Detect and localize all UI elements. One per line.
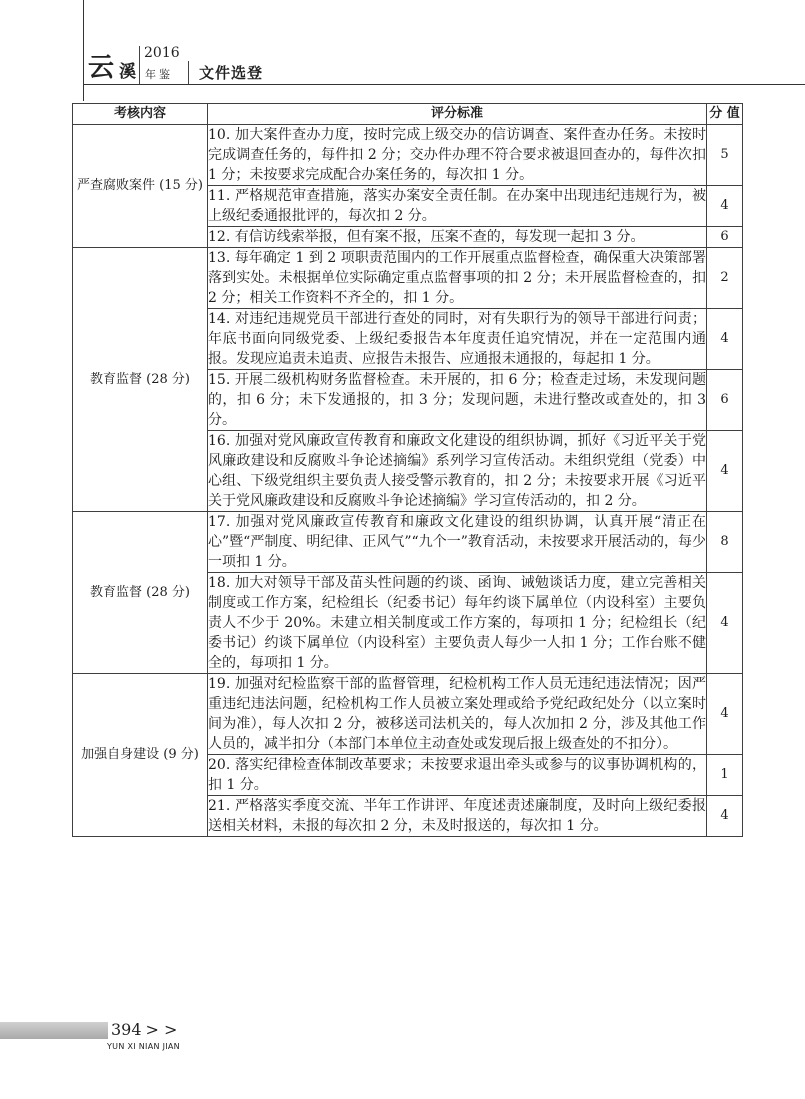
- header-divider: [188, 61, 189, 84]
- category-cell: 严查腐败案件 (15 分): [73, 125, 208, 248]
- score-value: 4: [707, 431, 743, 512]
- assessment-table: [72, 103, 743, 837]
- table-header-row: [73, 104, 743, 125]
- score-value: 6: [707, 370, 743, 431]
- score-value: 4: [707, 674, 743, 755]
- yearbook-label: 年鉴: [145, 68, 173, 81]
- criterion-text: 11. 严格规范审查措施，落实办案安全责任制。在办案中出现违纪违规行为，被上级纪委通报批评的，每次扣 2 分。: [208, 186, 707, 227]
- page-number: [111, 1020, 177, 1040]
- score-value: 5: [707, 125, 743, 186]
- table-row: [73, 125, 743, 186]
- criterion-text: 14. 对违纪违规党员干部进行查处的同时，对有失职行为的领导干部进行问责；年底书面向同级党委、上级纪委报告本年度责任追究情况，并在一定范围内通报。发现应追责未追责、应报告未报告、应通报未通报的，每起扣 1 分。: [208, 309, 707, 370]
- header-divider: [139, 46, 140, 84]
- score-value: 4: [707, 186, 743, 227]
- yearbook-year: 2016: [144, 45, 180, 61]
- criterion-text: 21. 严格落实季度交流、半年工作讲评、年度述责述廉制度，及时向上级纪委报送相关材料，未报的每次扣 2 分，未及时报送的，每次扣 1 分。: [208, 796, 707, 837]
- criterion-text: 13. 每年确定 1 到 2 项职责范围内的工作开展重点监督检查，确保重大决策部署落到实处。未根据单位实际确定重点监督事项的扣 2 分；未开展监督检查的，扣 2 分；相关工作资料不齐全的，扣 1 分。: [208, 248, 707, 309]
- criterion-text: 17. 加强对党风廉政宣传教育和廉政文化建设的组织协调，认真开展“清正在心”暨“严制度、明纪律、正风气”“九个一”教育活动，未按要求开展活动的，每少一项扣 1 分。: [208, 512, 707, 573]
- section-title: 文件选登: [199, 64, 264, 82]
- column-header-score: 分 值: [707, 104, 743, 125]
- category-cell: 教育监督 (28 分): [73, 248, 208, 512]
- criterion-text: 15. 开展二级机构财务监督检查。未开展的，扣 6 分；检查走过场，未发现问题的，扣 6 分；未下发通报的，扣 3 分；发现问题，未进行整改或查处的，扣 3 分。: [208, 370, 707, 431]
- header-vertical-rule: [83, 0, 84, 101]
- yearbook-logo: [88, 50, 136, 83]
- score-value: 2: [707, 248, 743, 309]
- criterion-text: 19. 加强对纪检监察干部的监督管理，纪检机构工作人员无违纪违法情况；因严重违纪违法问题，纪检机构工作人员被立案处理或给予党纪政纪处分（以立案时间为准），每人次扣 2 分，被移送司法机关的，每人次加扣 2 分，涉及其他工作人员的，减半扣分（本部门本单位主动查处或发现后报上级查处的不扣分）。: [208, 674, 707, 755]
- page-number-value: 394: [111, 1020, 142, 1039]
- column-header-category: 考核内容: [73, 104, 208, 125]
- score-value: 8: [707, 512, 743, 573]
- score-value: 4: [707, 309, 743, 370]
- footer-title: YUN XI NIAN JIAN: [107, 1042, 180, 1051]
- score-value: 4: [707, 573, 743, 674]
- table-row: [73, 248, 743, 309]
- criterion-text: 20. 落实纪律检查体制改革要求；未按要求退出牵头或参与的议事协调机构的，扣 1 分。: [208, 755, 707, 796]
- category-cell: 加强自身建设 (9 分): [73, 674, 208, 837]
- table-row: [73, 674, 743, 755]
- page-arrows: > >: [145, 1020, 178, 1039]
- criterion-text: 18. 加大对领导干部及苗头性问题的约谈、函询、诫勉谈话力度，建立完善相关制度或工作方案，纪检组长（纪委书记）每年约谈下属单位（内设科室）主要负责人不少于 20%。未建立相关制度或工作方案的，每项扣 1 分；纪检组长（纪委书记）约谈下属单位（内设科室）主要负责人每少一人扣 1 分；工作台账不健全的，每项扣 1 分。: [208, 573, 707, 674]
- header-horizontal-rule: [83, 84, 805, 85]
- criterion-text: 16. 加强对党风廉政宣传教育和廉政文化建设的组织协调，抓好《习近平关于党风廉政建设和反腐败斗争论述摘编》系列学习宣传活动。未组织党组（党委）中心组、下级党组织主要负责人接受警示教育的，扣 2 分；未按要求开展《习近平关于党风廉政建设和反腐败斗争论述摘编》学习宣传活动的，扣 2 分。: [208, 431, 707, 512]
- logo-char-yun: 云: [88, 53, 115, 83]
- column-header-criteria: 评分标准: [208, 104, 707, 125]
- category-cell: 教育监督 (28 分): [73, 512, 208, 674]
- score-value: 1: [707, 755, 743, 796]
- criterion-text: 10. 加大案件查办力度，按时完成上级交办的信访调查、案件查办任务。未按时完成调查任务的，每件扣 2 分；交办件办理不符合要求被退回查办的，每件次扣 1 分；未按要求完成配合办案任务的，每次扣 1 分。: [208, 125, 707, 186]
- table-row: [73, 512, 743, 573]
- footer-bar: [0, 1022, 108, 1039]
- score-value: 6: [707, 227, 743, 248]
- score-value: 4: [707, 796, 743, 837]
- logo-char-xi: 溪: [119, 62, 137, 82]
- criterion-text: 12. 有信访线索举报，但有案不报，压案不查的，每发现一起扣 3 分。: [208, 227, 707, 248]
